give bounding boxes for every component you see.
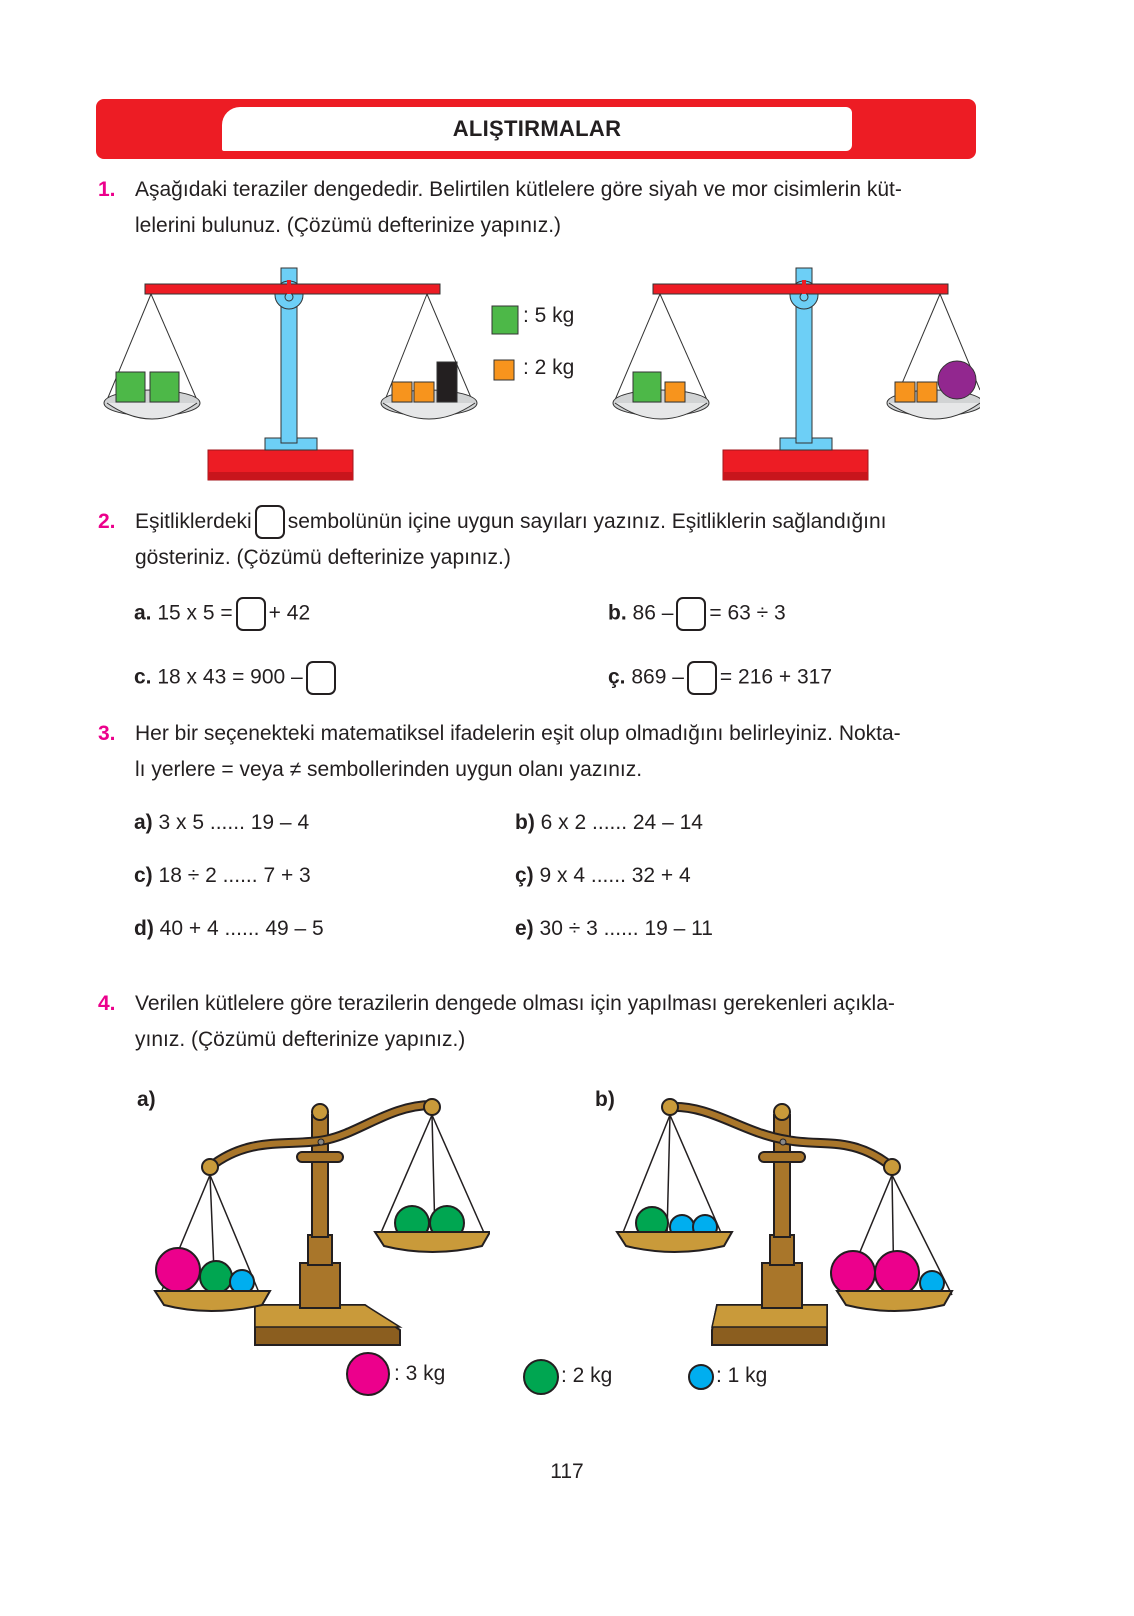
legend-label-2kg: : 2 kg — [523, 356, 575, 379]
equation-right: + 42 — [268, 601, 311, 625]
equation-right: = 216 + 317 — [719, 665, 833, 689]
question-number: 3. — [98, 722, 116, 745]
question-number: 4. — [98, 992, 116, 1015]
item-label: b. — [608, 601, 627, 625]
equation-a — [134, 597, 310, 631]
item-label: c) — [134, 864, 153, 887]
equation-c — [134, 661, 339, 695]
item-label: ç) — [515, 864, 534, 887]
equation-left: 869 – — [631, 665, 684, 689]
question-line: Verilen kütlelere göre terazilerin dengede olması için yapılması gerekenleri açıkla- — [135, 992, 895, 1015]
green-ball-icon — [523, 1359, 559, 1395]
comparison-expression[interactable]: 18 ÷ 2 ...... 7 + 3 — [158, 864, 311, 887]
question-line: lelerini bulunuz. (Çözümü defterinize yapınız.) — [135, 214, 562, 237]
legend-label-1kg: : 1 kg — [716, 1364, 768, 1387]
question-line: Aşağıdaki teraziler dengededir. Belirtilen kütlelere göre siyah ve mor cisimlerin küt- — [135, 178, 902, 201]
item-label: e) — [515, 917, 534, 940]
comparison-expression[interactable]: 30 ÷ 3 ...... 19 – 11 — [539, 917, 713, 940]
comparison-c — [134, 864, 311, 888]
equation-right: = 63 ÷ 3 — [709, 601, 786, 625]
blue-ball-icon — [688, 1364, 714, 1390]
page-number: 117 — [550, 1460, 584, 1483]
comparison-expression[interactable]: 3 x 5 ...... 19 – 4 — [158, 811, 310, 834]
equation-c-cedilla — [608, 661, 832, 695]
legend-label-2kg-ball: : 2 kg — [561, 1364, 613, 1387]
equation-left: 15 x 5 = — [157, 601, 233, 625]
question-line: Her bir seçenekteki matematiksel ifadelerin eşit olup olmadığını belirleyiniz. Nokta- — [135, 722, 901, 745]
bronze-scale-a-icon — [150, 1095, 490, 1355]
item-label: d) — [134, 917, 154, 940]
mass-legend — [492, 306, 518, 380]
bronze-scale-b-icon — [612, 1095, 957, 1355]
question-4 — [98, 986, 978, 1058]
comparison-b — [515, 811, 703, 835]
equation-b — [608, 597, 786, 631]
green-square-icon — [492, 306, 518, 334]
empty-box-symbol — [255, 505, 285, 539]
comparison-expression[interactable]: 6 x 2 ...... 24 – 14 — [540, 811, 703, 834]
section-title: ALIŞTIRMALAR — [452, 116, 622, 141]
question-1 — [98, 172, 978, 244]
comparison-c-cedilla — [515, 864, 691, 888]
question-3 — [98, 716, 978, 788]
question-number: 2. — [98, 510, 116, 533]
question-text — [135, 716, 980, 788]
item-label: a. — [134, 601, 152, 625]
comparison-expression[interactable]: 40 + 4 ...... 49 – 5 — [159, 917, 324, 940]
question-line: gösteriniz. (Çözümü defterinize yapınız.) — [135, 546, 511, 569]
answer-box[interactable] — [306, 661, 336, 695]
comparison-d — [134, 917, 324, 941]
question-text — [135, 986, 980, 1058]
question-line-part: Eşitliklerdeki — [135, 510, 252, 533]
comparison-a — [134, 811, 309, 835]
question-line: lı yerlere = veya ≠ sembollerinden uygun olanı yazınız. — [135, 758, 643, 781]
equation-left: 86 – — [632, 601, 674, 625]
scale-a-label: a) — [137, 1088, 156, 1111]
equation-left: 18 x 43 = 900 – — [157, 665, 303, 689]
legend-label-5kg: : 5 kg — [523, 304, 575, 327]
question-line-part: sembolünün içine uygun sayıları yazınız. Eşitliklerin sağlandığını — [287, 510, 887, 533]
pink-ball-icon — [346, 1352, 390, 1396]
orange-square-icon — [494, 360, 514, 380]
scale-b-label: b) — [595, 1088, 615, 1111]
item-label: c. — [134, 665, 152, 689]
balance-scale-icon — [104, 268, 477, 480]
comparison-e — [515, 917, 713, 941]
item-label: b) — [515, 811, 535, 834]
comparison-expression[interactable]: 9 x 4 ...... 32 + 4 — [539, 864, 691, 887]
question-text — [135, 504, 980, 576]
question-2 — [98, 504, 978, 576]
question-number: 1. — [98, 178, 116, 201]
legend-label-3kg: : 3 kg — [394, 1362, 446, 1385]
question-text — [135, 172, 980, 244]
item-label: a) — [134, 811, 153, 834]
answer-box[interactable] — [687, 661, 717, 695]
balance-scale-icon — [613, 268, 980, 480]
question-line: yınız. (Çözümü defterinize yapınız.) — [135, 1028, 466, 1051]
answer-box[interactable] — [676, 597, 706, 631]
answer-box[interactable] — [236, 597, 266, 631]
item-label: ç. — [608, 665, 626, 689]
